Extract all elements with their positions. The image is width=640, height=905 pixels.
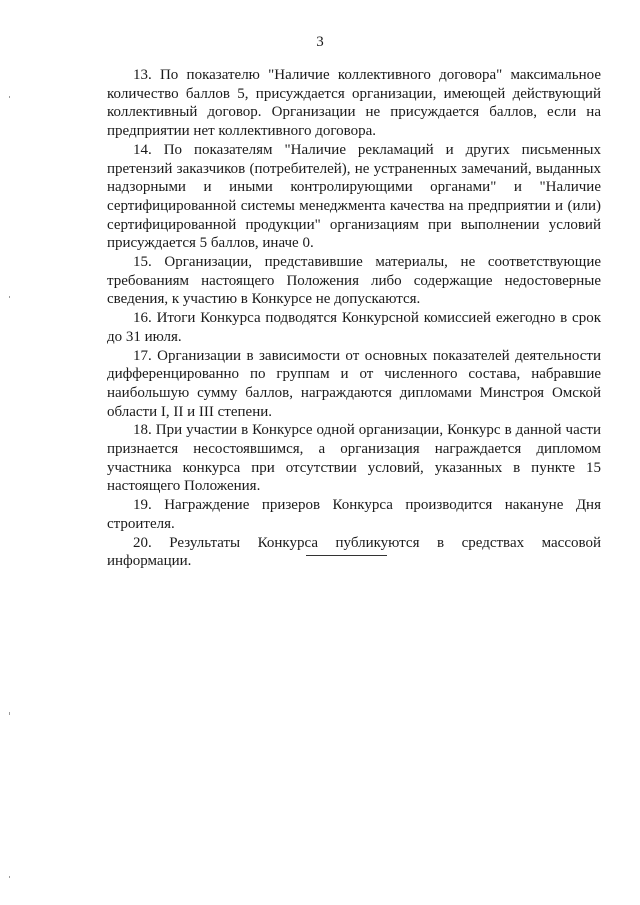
scan-margin-mark [9, 876, 10, 878]
paragraph-13: 13. По показателю "Наличие коллективного договора" максимальное количество баллов 5, присуждается организации, имеющей действующий коллективный договор. Организации не присуждается баллов, если на предприятии нет коллективного договора. [107, 67, 601, 140]
end-separator-line [306, 555, 387, 556]
paragraph-14: 14. По показателям "Наличие рекламаций и других письменных претензий заказчиков (потребителей), не устраненных замечаний, выданных надзорными и иными контролирующими органами" и "Наличие сертифицированной системы менеджмента качества на предприятии и (или) сертифицированной продукции" организациям при выполнении условий присуждается 5 баллов, иначе 0. [107, 141, 601, 252]
document-body [107, 66, 601, 571]
paragraph-16: 16. Итоги Конкурса подводятся Конкурсной комиссией ежегодно в срок до 31 июля. [107, 310, 601, 345]
paragraph-17: 17. Организации в зависимости от основных показателей деятельности дифференцированно по группам и от численного состава, набравшие наибольшую сумму баллов, награждаются дипломами Минстроя Омской области I, II и III степени. [107, 347, 601, 420]
scan-margin-mark [9, 712, 10, 715]
paragraph-18: 18. При участии в Конкурсе одной организации, Конкурс в данной части признается несостоявшимся, а организация награждается дипломом участника конкурса при отсутствии условий, указанных в пункте 15 настоящего Положения. [107, 422, 601, 495]
scan-margin-mark [9, 296, 10, 298]
paragraph-19: 19. Награждение призеров Конкурса производится накануне Дня строителя. [107, 497, 601, 532]
paragraph-15: 15. Организации, представившие материалы, не соответствующие требованиям настоящего Положения либо содержащие недостоверные сведения, к участию в Конкурсе не допускаются. [107, 254, 601, 308]
paragraph-20: 20. Результаты Конкурса публикуются в средствах массовой информации. [107, 534, 601, 570]
scan-margin-mark [9, 96, 10, 98]
page-number: 3 [316, 34, 324, 50]
